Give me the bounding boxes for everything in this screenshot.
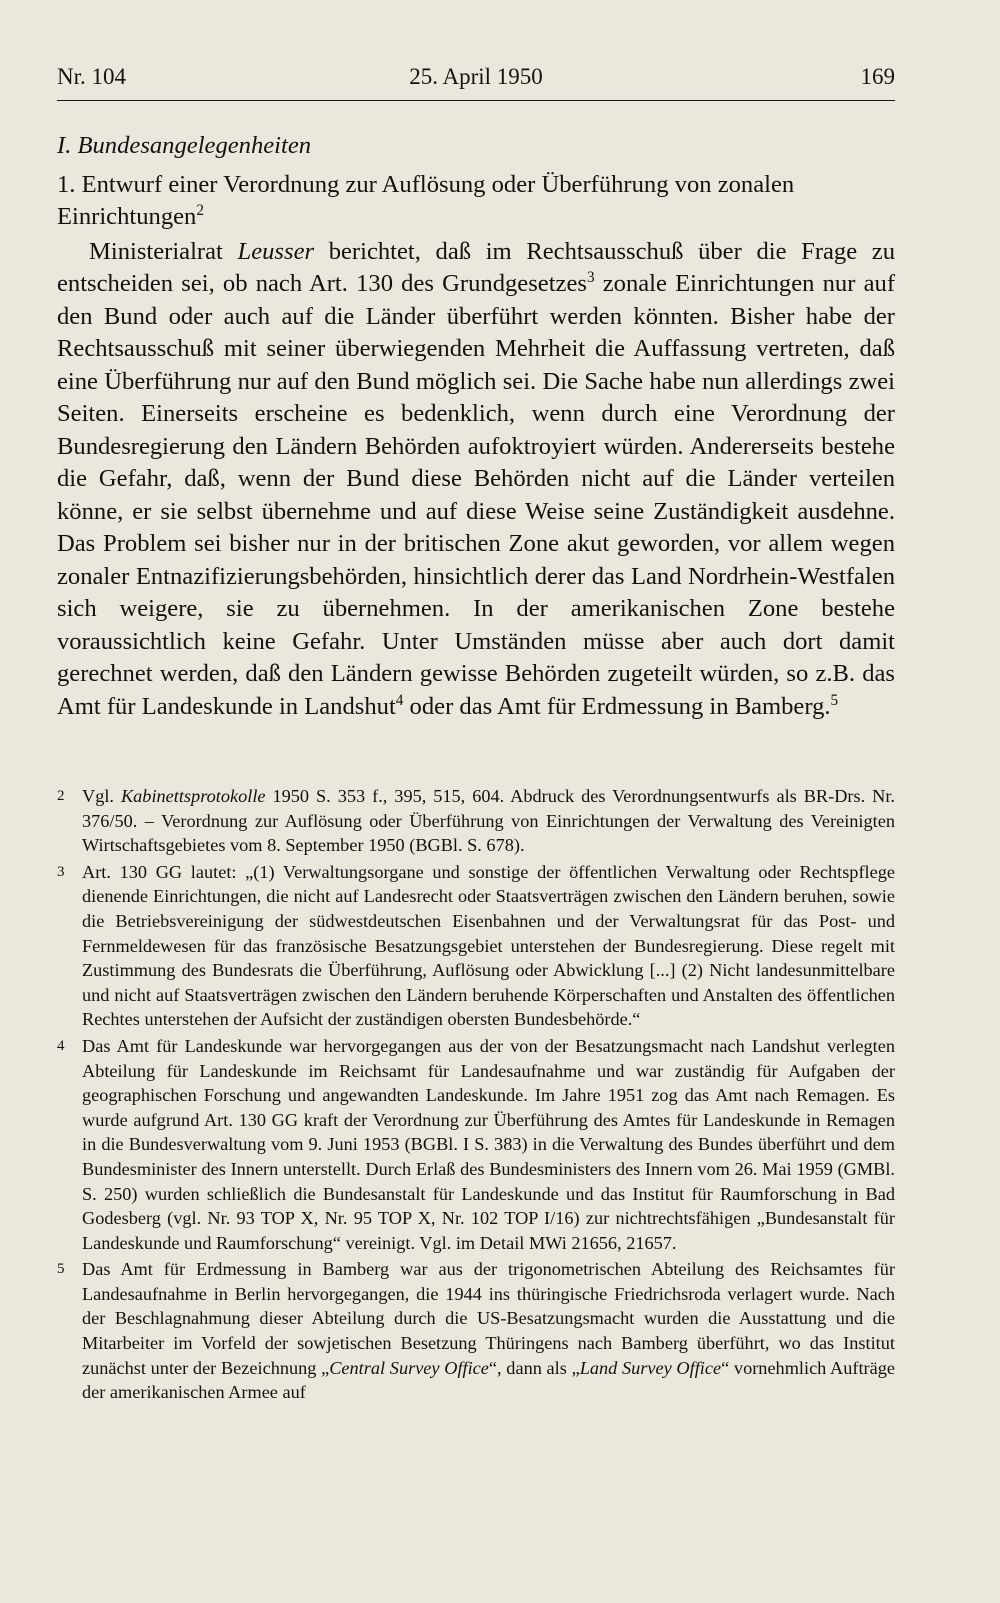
- footnote-italic-term: Central Survey Office: [329, 1357, 489, 1378]
- footnote-number: 4: [57, 1037, 65, 1054]
- footnote-ref-5: 5: [830, 691, 839, 709]
- footnote-5: [57, 1257, 895, 1405]
- footnote-ref-3: 3: [586, 268, 595, 286]
- main-text: [57, 130, 895, 723]
- agenda-item-title: [57, 169, 895, 234]
- person-name: Leusser: [237, 237, 315, 265]
- footnote-2: [57, 784, 895, 858]
- footnote-4: [57, 1034, 895, 1255]
- footnote-italic-title: Kabinettsprotokolle: [120, 786, 266, 806]
- footnotes: [57, 784, 895, 1407]
- footnote-ref-4: 4: [395, 691, 404, 709]
- body-paragraph: [57, 236, 895, 724]
- footnote-text: Das Amt für Landeskunde war hervorgegangen aus der von der Besatzungsmacht nach Landshut verlegten Abteilung für Landeskunde im Reichsamt für Landesaufnahme und war zuständig für Aufgaben der geographischen Forschung und angewandten Landeskunde. Im Jahre 1951 zog das Amt nach Remagen. Es wurde aufgrund Art. 130 GG kraft der Verordnung zur Überführung des Amtes für Landeskunde in Remagen in die Bundesverwaltung vom 9. Juni 1953 (BGBl. I S. 383) in die Verwaltung des Bundes überführt und dem Bundesminister des Innern unterstellt. Durch Erlaß des Bundesministers des Innern vom 26. Mai 1959 (GMBl. S. 250) wurden schließlich die Bundesanstalt für Landeskunde und das Institut für Raumforschung in Bad Godesberg (vgl. Nr. 93 TOP X, Nr. 95 TOP X, Nr. 102 TOP I/16) zur nichtrechtsfähigen „Bundesanstalt für Landeskunde und Raumforschung“ vereinigt. Vgl. im Detail MWi 21656, 21657.: [82, 1035, 895, 1253]
- body-text-segment: Ministerialrat: [89, 237, 238, 265]
- footnote-text: Das Amt für Erdmessung in Bamberg war aus der trigonometrischen Abteilung des Reichsamtes für Landesaufnahme in Berlin hervorgegangen, die 1944 ins thüringische Friedrichsroda verlagert wurde. Nach der Beschlagnahmung dieser Abteilung durch die US-Besatzungsmacht wurden die Ausstattung und die Mitarbeiter im Vorfeld der sowjetischen Besetzung Thüringens nach Bamberg überführt, wo das Institut zunächst unter der Bezeichnung „: [82, 1259, 895, 1378]
- footnote-text: “ vornehmlich Aufträge der amerikanischen Armee auf: [82, 1357, 895, 1403]
- footnote-text: 1950 S. 353 f., 395, 515, 604. Abdruck des Verordnungsentwurfs als BR-Drs. Nr. 376/50. – Verordnung zur Auflösung oder Überführung von Einrichtungen der Verwaltung des Vereinigten Wirtschaftsgebietes vom 8. September 1950 (BGBl. S. 678).: [82, 786, 896, 856]
- footnote-ref-2: 2: [196, 201, 204, 219]
- agenda-item-title-text: 1. Entwurf einer Verordnung zur Auflösung oder Überführung von zonalen Einrichtungen: [57, 170, 795, 230]
- footnote-text: “, dann als „: [488, 1357, 580, 1378]
- footnote-text: Art. 130 GG lautet: „(1) Verwaltungsorgane und sonstige der öffentlichen Verwaltung oder Rechtspflege dienende Einrichtungen, die nicht auf Landesrecht oder Staatsverträgen zwischen den Ländern beruhen, sowie die Betriebsvereinigung der südwestdeutschen Eisenbahnen und der Verwaltungsrat für das Post- und Fernmeldewesen für das französische Besatzungsgebiet unterstehen der Bundesregierung. Diese regelt mit Zustimmung des Bundesrats die Überführung, Auflösung oder Abwicklung [...] (2) Nicht landesunmittelbare und nicht auf Staatsverträgen zwischen den Ländern beruhende Körperschaften und Anstalten des öffentlichen Rechtes unterstehen der Aufsicht der zuständigen obersten Bundesbehörde.“: [82, 861, 895, 1030]
- footnote-number: 3: [57, 863, 65, 880]
- section-heading: I. Bundesangelegenheiten: [57, 132, 312, 159]
- footnote-number: 2: [57, 788, 65, 804]
- footnote-number: 5: [57, 1261, 65, 1278]
- body-text-segment: berichtet, daß im Rechtsausschuß über die Frage zu entscheiden sei, ob nach Art. 130 des Grundgesetzes: [57, 237, 896, 297]
- body-text-segment: zonale Einrichtungen nur auf den Bund oder auch auf die Länder überführt werden könnten. Bisher habe der Rechtsausschuß mit seiner überwiegenden Mehrheit die Auffassung vertreten, daß eine Überführung nur auf den Bund möglich sei. Die Sache habe nun allerdings zwei Seiten. Einerseits erscheine es bedenklich, wenn durch eine Verordnung der Bundesregierung den Ländern Behörden aufoktroyiert würden. Andererseits bestehe die Gefahr, daß, wenn der Bund diese Behörden nicht auf die Länder verteilen könne, er sie selbst übernehme und auf diese Weise seine Zuständigkeit ausdehne. Das Problem sei bisher nur in der britischen Zone akut geworden, vor allem wegen zonaler Entnazifizierungsbehörden, hinsichtlich derer das Land Nordrhein-Westfalen sich weigere, sie zu übernehmen. In der amerikanischen Zone bestehe voraussichtlich keine Gefahr. Unter Umständen müsse aber auch dort damit gerechnet werden, daß den Ländern gewisse Behörden zugeteilt würden, so z.B. das Amt für Landeskunde in Landshut: [57, 270, 896, 720]
- running-header: [57, 64, 895, 101]
- page-number: 169: [860, 64, 895, 89]
- footnote-3: [57, 860, 895, 1032]
- footnote-italic-term: Land Survey Office: [579, 1357, 722, 1378]
- header-date: 25. April 1950: [409, 64, 543, 89]
- document-number: Nr. 104: [57, 64, 126, 89]
- footnote-text: Vgl.: [82, 786, 121, 806]
- body-text-segment: oder das Amt für Erdmessung in Bamberg.: [403, 692, 831, 720]
